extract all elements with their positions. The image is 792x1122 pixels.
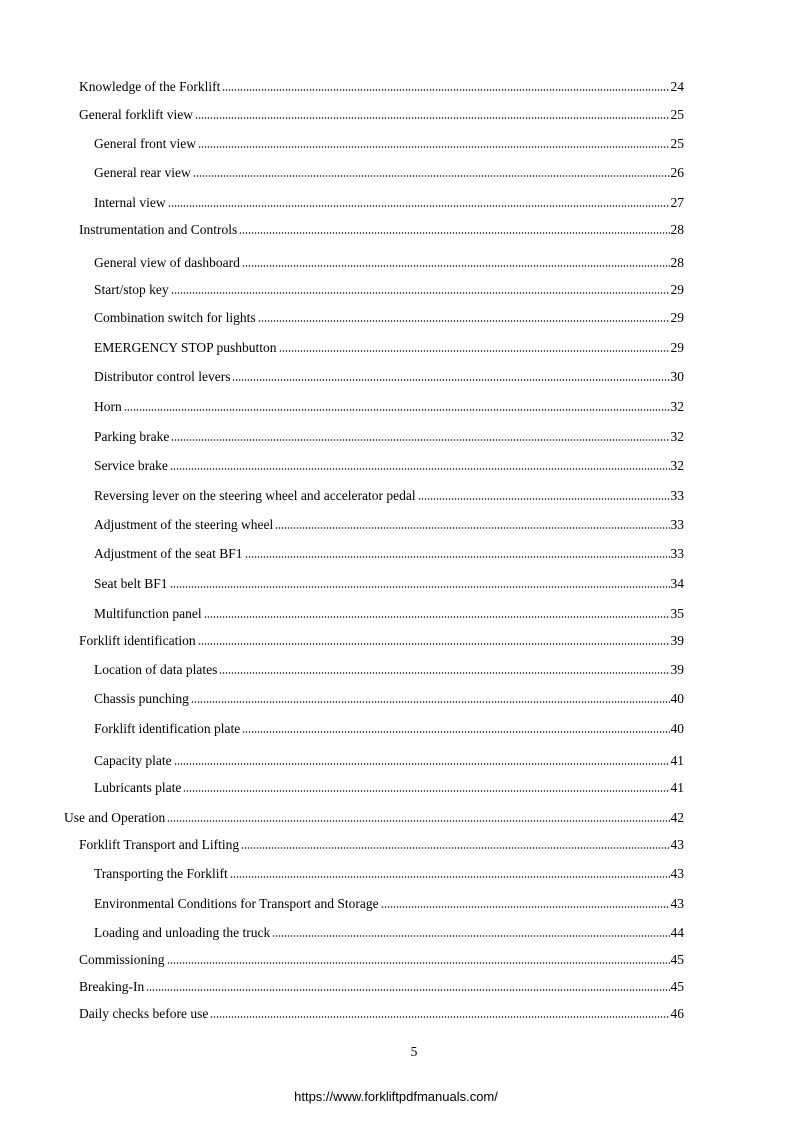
toc-entry-page: 25 xyxy=(670,107,684,122)
dot-leader xyxy=(168,195,670,211)
toc-entry-title: Daily checks before use xyxy=(79,1006,209,1021)
toc-entry xyxy=(94,429,684,445)
dot-leader xyxy=(258,310,670,326)
toc-entry xyxy=(79,979,684,995)
toc-entry-title: Forklift Transport and Lifting xyxy=(79,837,240,852)
toc-entry-page: 44 xyxy=(670,925,684,940)
toc-entry-page: 32 xyxy=(670,429,684,444)
toc-entry-page: 45 xyxy=(670,952,684,967)
toc-entry-page: 41 xyxy=(670,753,684,768)
dot-leader xyxy=(191,691,670,707)
dot-leader xyxy=(275,517,669,533)
dot-leader xyxy=(279,340,670,356)
toc-entry xyxy=(94,340,684,356)
dot-leader xyxy=(204,606,670,622)
toc-entry xyxy=(79,633,684,649)
toc-entry-page: 24 xyxy=(670,79,684,94)
toc-entry xyxy=(94,517,684,533)
dot-leader xyxy=(146,979,669,995)
toc-entry xyxy=(94,576,684,592)
toc-entry-page: 43 xyxy=(670,837,684,852)
toc-entry-title: Forklift identification plate xyxy=(94,721,241,736)
dot-leader xyxy=(245,546,670,562)
toc-entry-title: Distributor control levers xyxy=(94,369,231,384)
dot-leader xyxy=(272,925,669,941)
dot-leader xyxy=(242,255,670,271)
toc-entry-page: 27 xyxy=(670,195,684,210)
dot-leader xyxy=(230,866,670,882)
toc-entry-title: Loading and unloading the truck xyxy=(94,925,271,940)
toc-entry-page: 29 xyxy=(670,282,684,297)
toc-entry-title: Breaking-In xyxy=(79,979,145,994)
toc-entry xyxy=(94,662,684,678)
toc-entry-title: Location of data plates xyxy=(94,662,218,677)
dot-leader xyxy=(239,222,669,238)
toc-entry-page: 26 xyxy=(670,165,684,180)
toc-entry-page: 40 xyxy=(670,721,684,736)
toc-entry xyxy=(79,79,684,95)
dot-leader xyxy=(171,282,670,298)
toc-entry-title: General front view xyxy=(94,136,196,151)
toc-entry xyxy=(94,282,684,298)
toc-entry-page: 45 xyxy=(670,979,684,994)
toc-entry xyxy=(94,753,684,769)
dot-leader xyxy=(193,165,670,181)
toc-entry xyxy=(79,222,684,238)
toc-entry-title: Adjustment of the seat BF1 xyxy=(94,546,243,561)
toc-entry xyxy=(94,546,684,562)
dot-leader xyxy=(222,79,669,95)
toc-entry xyxy=(94,165,684,181)
toc-entry-title: Internal view xyxy=(94,195,166,210)
toc-entry-page: 40 xyxy=(670,691,684,706)
dot-leader xyxy=(381,896,670,912)
dot-leader xyxy=(210,1006,669,1022)
toc-entry-page: 32 xyxy=(670,399,684,414)
toc-entry-page: 33 xyxy=(670,517,684,532)
toc-entry xyxy=(94,866,684,882)
dot-leader xyxy=(167,810,669,826)
toc-entry-title: General rear view xyxy=(94,165,191,180)
dot-leader xyxy=(183,780,669,796)
toc-entry-title: Commissioning xyxy=(79,952,165,967)
toc-entry-title: Lubricants plate xyxy=(94,780,182,795)
toc-entry-page: 33 xyxy=(670,546,684,561)
toc-entry-title: Chassis punching xyxy=(94,691,189,706)
toc-entry-page: 35 xyxy=(670,606,684,621)
toc-entry xyxy=(94,721,684,737)
dot-leader xyxy=(219,662,669,678)
dot-leader xyxy=(242,721,669,737)
toc-entry-page: 25 xyxy=(670,136,684,151)
toc-entry xyxy=(94,925,684,941)
toc-entry-title: Seat belt BF1 xyxy=(94,576,168,591)
toc-entry-title: Combination switch for lights xyxy=(94,310,256,325)
toc-entry-title: Capacity plate xyxy=(94,753,172,768)
page-number: 5 xyxy=(410,1044,418,1059)
dot-leader xyxy=(170,576,670,592)
toc-entry xyxy=(79,107,684,123)
toc-entry-page: 41 xyxy=(670,780,684,795)
dot-leader xyxy=(195,107,670,123)
toc-entry-title: Start/stop key xyxy=(94,282,169,297)
toc-entry-page: 46 xyxy=(670,1006,684,1021)
toc-entry-title: General forklift view xyxy=(79,107,193,122)
toc-entry xyxy=(79,1006,684,1022)
toc-entry-title: EMERGENCY STOP pushbutton xyxy=(94,340,277,355)
dot-leader xyxy=(418,488,670,504)
toc-entry-title: Forklift identification xyxy=(79,633,196,648)
toc-entry xyxy=(94,488,684,504)
dot-leader xyxy=(170,458,670,474)
toc-entry-title: Parking brake xyxy=(94,429,170,444)
dot-leader xyxy=(167,952,670,968)
toc-entry-title: Reversing lever on the steering wheel and accelerator pedal xyxy=(94,488,416,503)
toc-entry xyxy=(94,399,684,415)
toc-entry-page: 39 xyxy=(670,633,684,648)
toc-entry-title: Transporting the Forklift xyxy=(94,866,228,881)
toc-entry-page: 32 xyxy=(670,458,684,473)
toc-entry xyxy=(94,780,684,796)
dot-leader xyxy=(198,633,670,649)
toc-entry xyxy=(94,606,684,622)
toc-entry-page: 28 xyxy=(670,255,684,270)
toc-entry xyxy=(94,255,684,271)
dot-leader xyxy=(174,753,670,769)
toc-entry-title: Horn xyxy=(94,399,122,414)
toc-entry xyxy=(79,837,684,853)
toc-entry-page: 43 xyxy=(670,866,684,881)
dot-leader xyxy=(198,136,670,152)
toc-entry xyxy=(94,369,684,385)
dot-leader xyxy=(232,369,669,385)
toc-entry-title: Multifunction panel xyxy=(94,606,202,621)
toc-entry-page: 39 xyxy=(670,662,684,677)
toc-entry xyxy=(94,195,684,211)
toc-entry xyxy=(79,952,684,968)
toc-entry xyxy=(94,310,684,326)
dot-leader xyxy=(241,837,669,853)
toc-entry-title: Service brake xyxy=(94,458,168,473)
toc-entry-page: 42 xyxy=(670,810,684,825)
toc-entry-title: Environmental Conditions for Transport and Storage xyxy=(94,896,379,911)
toc-entry-page: 33 xyxy=(670,488,684,503)
toc-entry-title: Adjustment of the steering wheel xyxy=(94,517,274,532)
toc-entry-page: 43 xyxy=(670,896,684,911)
toc-entry-title: Knowledge of the Forklift xyxy=(79,79,221,94)
toc-entry-page: 29 xyxy=(670,310,684,325)
toc-entry-page: 29 xyxy=(670,340,684,355)
dot-leader xyxy=(124,399,670,415)
toc-entry xyxy=(94,691,684,707)
toc-entry xyxy=(94,136,684,152)
toc-entry-title: General view of dashboard xyxy=(94,255,240,270)
dot-leader xyxy=(171,429,669,445)
toc-entry-page: 30 xyxy=(670,369,684,384)
toc-entry xyxy=(64,810,684,826)
toc-entry xyxy=(94,896,684,912)
toc-entry xyxy=(94,458,684,474)
toc-entry-title: Use and Operation xyxy=(64,810,166,825)
toc-entry-page: 34 xyxy=(670,576,684,591)
footer-url: https://www.forkliftpdfmanuals.com/ xyxy=(294,1089,498,1104)
toc-entry-title: Instrumentation and Controls xyxy=(79,222,238,237)
toc-entry-page: 28 xyxy=(670,222,684,237)
